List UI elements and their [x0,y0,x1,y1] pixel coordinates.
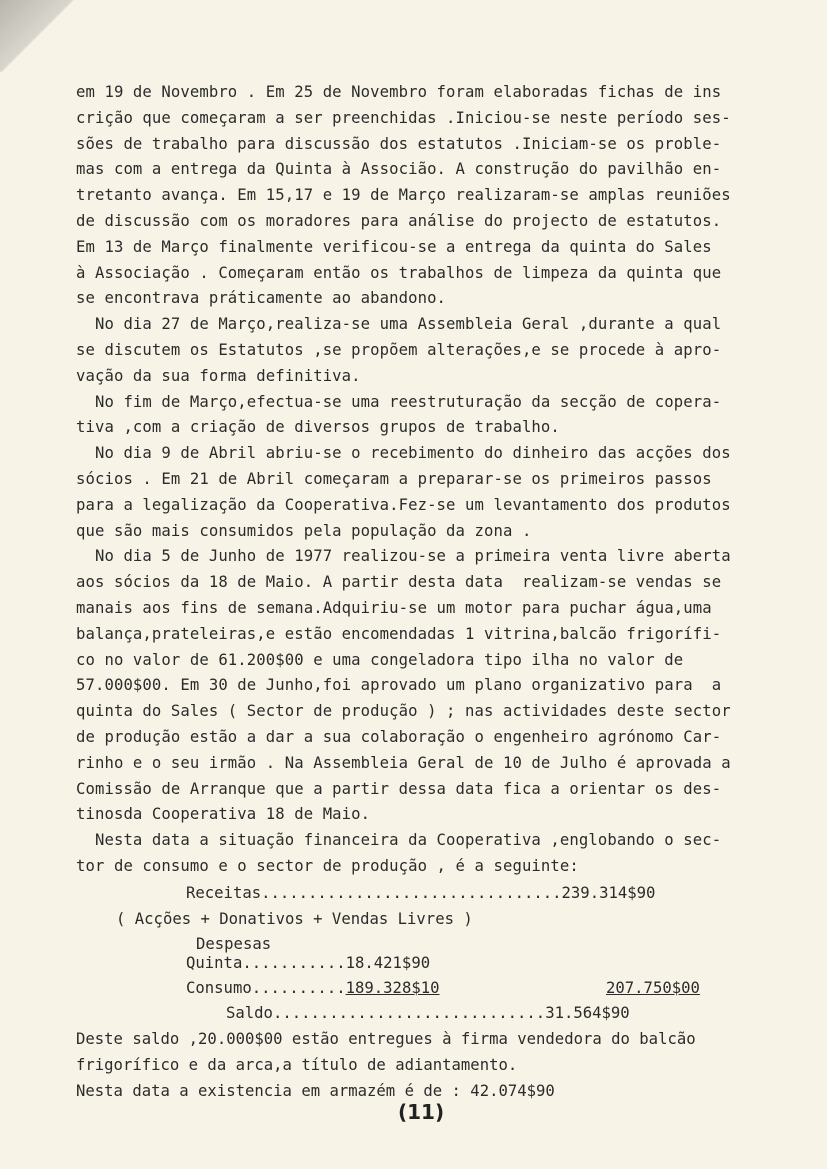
consumo-line [186,979,440,997]
text-line: de produção estão a dar a sua colaboração o engenheiro agrónomo Car- [76,727,722,746]
text-line: rinho e o seu irmão . Na Assembleia Geral de 10 de Julho é aprovada a [76,753,731,772]
text-line: co no valor de 61.200$00 e uma congeladora tipo ilha no valor de [76,650,684,669]
text-line: No dia 5 de Junho de 1977 realizou-se a primeira venta livre aberta [76,547,731,566]
receitas-detail: ( Acções + Donativos + Vendas Livres ) [116,910,473,928]
text-line: balança,prateleiras,e estão encomendadas 1 vitrina,balcão frigorífi- [76,624,722,643]
text-line: para a legalização da Cooperativa.Fez-se um levantamento dos produtos [76,495,731,514]
folded-corner [0,0,78,72]
text-line: tiva ,com a criação de diversos grupos de trabalho. [76,418,560,437]
text-line: Deste saldo ,20.000$00 estão entregues à firma vendedora do balcão [76,1030,696,1048]
text-line: frigorífico e da arca,a título de adiantamento. [76,1056,518,1074]
text-line: em 19 de Novembro . Em 25 de Novembro foram elaboradas fichas de ins [76,83,722,101]
typed-page [76,80,776,880]
text-line: No dia 27 de Março,realiza-se uma Assembleia Geral ,durante a qual [76,315,722,334]
text-line: tretanto avança. Em 15,17 e 19 de Março realizaram-se amplas reuniões [76,186,731,205]
quinta-line: Quinta...........18.421$90 [186,954,431,972]
text-line: tor de consumo e o sector de produção , é a seguinte: [76,856,579,875]
text-line: No fim de Março,efectua-se uma reestruturação da secção de copera- [76,392,722,411]
text-line: se encontrava práticamente ao abandono. [76,289,447,308]
text-line: aos sócios da 18 de Maio. A partir desta data realizam-se vendas se [76,573,722,592]
receitas-line: Receitas................................239.314$90 [186,884,656,902]
consumo-value: 189.328$10 [345,979,440,997]
text-line: Nesta data a situação financeira da Cooperativa ,englobando o sec- [76,831,722,850]
text-line: se discutem os Estatutos ,se propõem alterações,e se procede à apro- [76,340,722,359]
text-line: Comissão de Arranque que a partir dessa data fica a orientar os des- [76,779,722,798]
text-line: crição que começaram a ser preenchidas .Iniciou-se neste período ses- [76,108,731,127]
text-line: à Associação . Começaram então os trabalhos de limpeza da quinta que [76,263,722,282]
text-line: mas com a entrega da Quinta à Associão. A construção do pavilhão en- [76,160,722,179]
text-line: Nesta data a existencia em armazém é de : 42.074$90 [76,1082,555,1100]
text-line: que são mais consumidos pela população da zona . [76,521,532,540]
text-line: sões de trabalho para discussão dos estatutos .Iniciam-se os proble- [76,134,722,153]
text-line: tinosda Cooperativa 18 de Maio. [76,805,371,824]
text-line: vação da sua forma definitiva. [76,366,361,385]
consumo-label: Consumo.......... [186,979,346,997]
text-line: quinta do Sales ( Sector de produção ) ; nas actividades deste sector [76,702,731,721]
text-line: de discussão com os moradores para análise do projecto de estatutos. [76,211,722,230]
page-number: (11) [398,1100,445,1124]
saldo-line: Saldo.............................31.564$90 [226,1004,630,1022]
text-line: manais aos fins de semana.Adquiriu-se um motor para puchar água,uma [76,598,712,617]
text-line: No dia 9 de Abril abriu-se o recebimento do dinheiro das acções dos [76,444,731,463]
text-line: Em 13 de Março finalmente verificou-se a entrega da quinta do Sales [76,237,712,256]
despesas-total: 207.750$00 [606,979,700,997]
text-line: sócios . Em 21 de Abril começaram a preparar-se os primeiros passos [76,469,712,488]
despesas-label: Despesas [196,935,272,953]
text-line: 57.000$00. Em 30 de Junho,foi aprovado um plano organizativo para a [76,676,722,695]
